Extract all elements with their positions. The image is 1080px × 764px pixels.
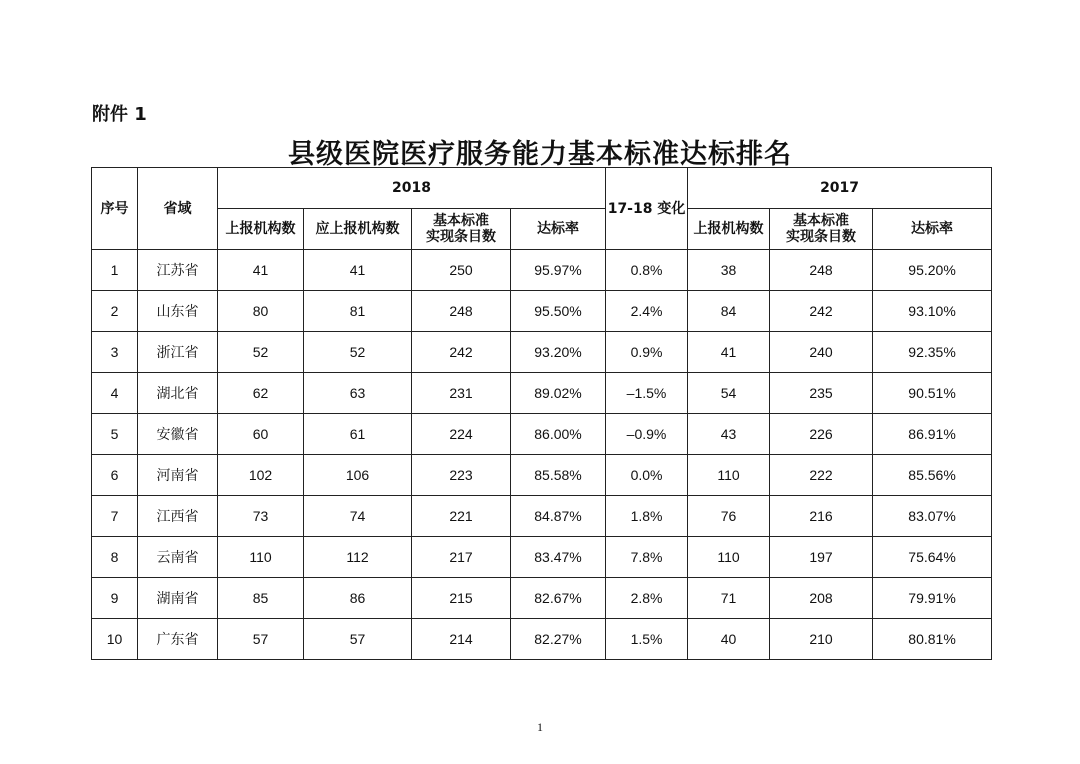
cell-reported-2017: 110: [688, 455, 770, 496]
cell-change: 2.8%: [606, 578, 688, 619]
cell-rate-2017: 95.20%: [873, 250, 992, 291]
cell-reported-2018: 80: [218, 291, 304, 332]
cell-rate-2017: 75.64%: [873, 537, 992, 578]
cell-province: 浙江省: [138, 332, 218, 373]
cell-reported-2018: 57: [218, 619, 304, 660]
cell-reported-2018: 73: [218, 496, 304, 537]
cell-should-2018: 41: [304, 250, 412, 291]
header-rate-2017: 达标率: [873, 209, 992, 250]
cell-province: 广东省: [138, 619, 218, 660]
cell-items-2018: 231: [412, 373, 511, 414]
table-row: [92, 414, 992, 455]
cell-seq: 4: [92, 373, 138, 414]
cell-seq: 9: [92, 578, 138, 619]
cell-items-2017: 197: [770, 537, 873, 578]
cell-seq: 5: [92, 414, 138, 455]
cell-province: 云南省: [138, 537, 218, 578]
header-province: 省域: [138, 168, 218, 250]
cell-items-2017: 210: [770, 619, 873, 660]
header-seq: 序号: [92, 168, 138, 250]
cell-reported-2017: 76: [688, 496, 770, 537]
header-should-report-2018: 应上报机构数: [304, 209, 412, 250]
cell-seq: 8: [92, 537, 138, 578]
cell-reported-2017: 38: [688, 250, 770, 291]
cell-change: 0.0%: [606, 455, 688, 496]
cell-rate-2018: 86.00%: [511, 414, 606, 455]
header-reported-2017: 上报机构数: [688, 209, 770, 250]
page-title: 县级医院医疗服务能力基本标准达标排名: [288, 139, 792, 170]
cell-rate-2018: 83.47%: [511, 537, 606, 578]
cell-rate-2017: 80.81%: [873, 619, 992, 660]
table-row: [92, 537, 992, 578]
cell-reported-2017: 40: [688, 619, 770, 660]
cell-should-2018: 61: [304, 414, 412, 455]
cell-change: 1.8%: [606, 496, 688, 537]
cell-reported-2017: 43: [688, 414, 770, 455]
cell-should-2018: 74: [304, 496, 412, 537]
cell-rate-2018: 85.58%: [511, 455, 606, 496]
table-row: [92, 578, 992, 619]
cell-province: 湖北省: [138, 373, 218, 414]
table-row: [92, 332, 992, 373]
cell-province: 湖南省: [138, 578, 218, 619]
cell-reported-2018: 85: [218, 578, 304, 619]
cell-items-2017: 226: [770, 414, 873, 455]
table-row: [92, 250, 992, 291]
cell-province: 安徽省: [138, 414, 218, 455]
cell-items-2018: 217: [412, 537, 511, 578]
table-row: [92, 455, 992, 496]
cell-rate-2018: 84.87%: [511, 496, 606, 537]
cell-reported-2018: 110: [218, 537, 304, 578]
cell-rate-2017: 93.10%: [873, 291, 992, 332]
cell-items-2017: 235: [770, 373, 873, 414]
cell-reported-2018: 60: [218, 414, 304, 455]
cell-should-2018: 81: [304, 291, 412, 332]
cell-province: 河南省: [138, 455, 218, 496]
cell-items-2018: 215: [412, 578, 511, 619]
cell-change: 2.4%: [606, 291, 688, 332]
cell-province: 江苏省: [138, 250, 218, 291]
cell-rate-2017: 86.91%: [873, 414, 992, 455]
cell-change: –0.9%: [606, 414, 688, 455]
cell-reported-2017: 71: [688, 578, 770, 619]
cell-items-2018: 250: [412, 250, 511, 291]
cell-items-2018: 214: [412, 619, 511, 660]
cell-seq: 7: [92, 496, 138, 537]
cell-change: –1.5%: [606, 373, 688, 414]
header-std-items-line2: 实现条目数: [786, 229, 857, 245]
cell-should-2018: 52: [304, 332, 412, 373]
cell-rate-2018: 82.27%: [511, 619, 606, 660]
cell-reported-2018: 52: [218, 332, 304, 373]
cell-rate-2017: 85.56%: [873, 455, 992, 496]
header-change: 17-18 变化: [606, 168, 688, 250]
cell-rate-2018: 82.67%: [511, 578, 606, 619]
header-std-items-line2: 实现条目数: [426, 229, 496, 245]
cell-rate-2018: 95.97%: [511, 250, 606, 291]
table-row: [92, 619, 992, 660]
header-year-2017: 2017: [688, 168, 992, 209]
cell-seq: 1: [92, 250, 138, 291]
cell-items-2017: 222: [770, 455, 873, 496]
table-row: [92, 373, 992, 414]
cell-reported-2017: 41: [688, 332, 770, 373]
cell-rate-2017: 90.51%: [873, 373, 992, 414]
cell-items-2018: 221: [412, 496, 511, 537]
header-rate-2018: 达标率: [511, 209, 606, 250]
cell-items-2017: 208: [770, 578, 873, 619]
cell-items-2017: 248: [770, 250, 873, 291]
cell-items-2017: 216: [770, 496, 873, 537]
cell-should-2018: 112: [304, 537, 412, 578]
cell-reported-2017: 84: [688, 291, 770, 332]
cell-items-2018: 224: [412, 414, 511, 455]
attachment-label: 附件 1: [92, 104, 147, 125]
cell-change: 7.8%: [606, 537, 688, 578]
cell-items-2018: 248: [412, 291, 511, 332]
cell-province: 山东省: [138, 291, 218, 332]
header-reported-2018: 上报机构数: [218, 209, 304, 250]
cell-reported-2017: 54: [688, 373, 770, 414]
header-year-2018: 2018: [218, 168, 606, 209]
cell-rate-2017: 92.35%: [873, 332, 992, 373]
cell-items-2017: 242: [770, 291, 873, 332]
cell-reported-2018: 41: [218, 250, 304, 291]
cell-items-2017: 240: [770, 332, 873, 373]
header-std-items-line1: 基本标准: [793, 213, 850, 229]
cell-items-2018: 242: [412, 332, 511, 373]
page-number: 1: [537, 720, 543, 734]
cell-seq: 3: [92, 332, 138, 373]
cell-should-2018: 63: [304, 373, 412, 414]
cell-seq: 2: [92, 291, 138, 332]
ranking-table: [91, 167, 992, 660]
cell-rate-2018: 93.20%: [511, 332, 606, 373]
cell-should-2018: 86: [304, 578, 412, 619]
cell-items-2018: 223: [412, 455, 511, 496]
cell-rate-2018: 95.50%: [511, 291, 606, 332]
cell-rate-2017: 83.07%: [873, 496, 992, 537]
header-std-items-line1: 基本标准: [433, 213, 489, 229]
cell-reported-2018: 62: [218, 373, 304, 414]
cell-seq: 6: [92, 455, 138, 496]
cell-reported-2017: 110: [688, 537, 770, 578]
cell-seq: 10: [92, 619, 138, 660]
cell-should-2018: 106: [304, 455, 412, 496]
cell-reported-2018: 102: [218, 455, 304, 496]
cell-rate-2018: 89.02%: [511, 373, 606, 414]
header-std-items-2018: [412, 209, 511, 250]
cell-rate-2017: 79.91%: [873, 578, 992, 619]
header-std-items-2017: [770, 209, 873, 250]
table-row: [92, 291, 992, 332]
cell-change: 0.8%: [606, 250, 688, 291]
cell-province: 江西省: [138, 496, 218, 537]
cell-should-2018: 57: [304, 619, 412, 660]
cell-change: 0.9%: [606, 332, 688, 373]
table-row: [92, 496, 992, 537]
cell-change: 1.5%: [606, 619, 688, 660]
